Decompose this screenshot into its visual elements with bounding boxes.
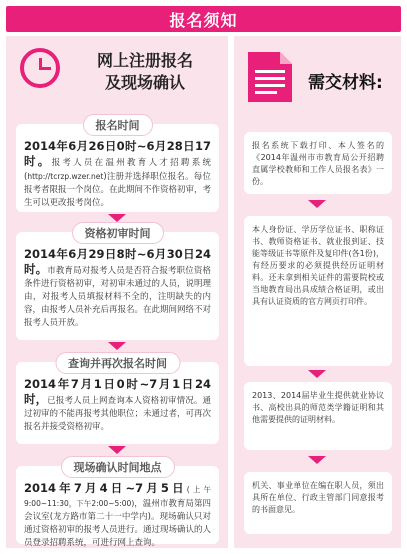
down-arrow-icon (308, 200, 326, 208)
section-heading: 现场确认时间地点 (61, 456, 175, 478)
section-body (24, 248, 211, 330)
section-lead: 2014年7月1日0时~7月1日24时， (24, 377, 211, 406)
section-heading: 资格初审时间 (72, 222, 164, 244)
section-lead: 2014年6月29日8时~6月30日24时。 (24, 247, 211, 276)
down-arrow-icon (308, 456, 326, 464)
registration-panel (6, 36, 228, 548)
materials-panel (234, 36, 401, 548)
section-text: 已报考人员上网查询本人资格初审情况。通过初审的不能再报考其他职位；未通过者，可再次报名并接受资格初审。 (24, 396, 212, 432)
section-heading: 查询并再次报名时间 (55, 352, 180, 374)
section-card-registration-time (16, 119, 219, 212)
section-text: 市教育局对报考人员是否符合报考职位资格条件进行资格初审，对初审未通过的人员，说明理由，对报考人员填报材料不全的，注明缺失的内容，由报考人员补充后再报名。在此期间网络不对报考人员开放。 (24, 266, 212, 328)
section-card-query-time (16, 357, 219, 444)
material-item: 本人身份证、学历学位证书、职称证书、教师资格证书、就业报到证、技能等级证书等原件及复印件(各1份)，有经历要求的必须提供经历证明材料。还未拿到相关证件的需要院校或当地教育局出具成绩合格证明，或出具有认证资质的官方网页打印件。 (244, 216, 392, 366)
section-lead: 2014年6月26日0时~6月28日17时。 (24, 139, 211, 168)
down-arrow-icon (108, 214, 126, 222)
section-body (24, 140, 211, 210)
down-arrow-icon (108, 342, 126, 350)
document-icon (246, 50, 294, 104)
materials-title: 需交材料: (308, 73, 383, 93)
section-heading: 报名时间 (83, 114, 153, 136)
section-card-onsite-confirmation (16, 461, 219, 548)
page-title: 报名须知 (169, 10, 238, 30)
material-item: 报名系统下载打印、本人签名的《2014年温州市市教育局公开招聘直属学校教师和工作人员报名表》一份。 (244, 132, 392, 194)
section-body (24, 482, 211, 550)
down-arrow-icon (108, 446, 126, 454)
section-text-2: )注册并选择职位报名。每位报考者限报一个岗位。在此期间不作资格初审，考生可以更改报考岗位。 (24, 172, 212, 208)
material-item: 机关、事业单位在编在职人员，须出具所在单位、行政主管部门同意报考的书面意见。 (244, 472, 392, 534)
section-lead: 2014年7月4日~7月5日 (24, 481, 187, 495)
down-arrow-icon (308, 370, 326, 378)
header-bar (6, 6, 401, 32)
section-time-note: (上午9:00~11:30，下午2:00~5:00) (24, 485, 211, 508)
section-card-review-time (16, 227, 219, 340)
recruit-system-url: http://tcrzp.wzer.net (27, 172, 104, 181)
registration-title-line2: 及现场确认 (104, 73, 185, 92)
clock-icon (20, 48, 60, 88)
material-item: 2013、2014届毕业生提供就业协议书、高校出具的师范类学籍证明和其他需要提供的证明材料。 (244, 382, 392, 450)
section-body (24, 378, 211, 434)
section-text: ，温州市教育局第四会议室(龙方路市第二十一中学内)。现场确认只对通过资格初审的报考人员进行。通过现场确认的人员登录招聘系统，可进行网上查询。 (24, 499, 212, 548)
registration-title (70, 50, 220, 94)
section-text: 报考人员在温州教育人才招聘系统( (24, 158, 211, 182)
registration-title-line1: 网上注册报名 (96, 51, 193, 70)
